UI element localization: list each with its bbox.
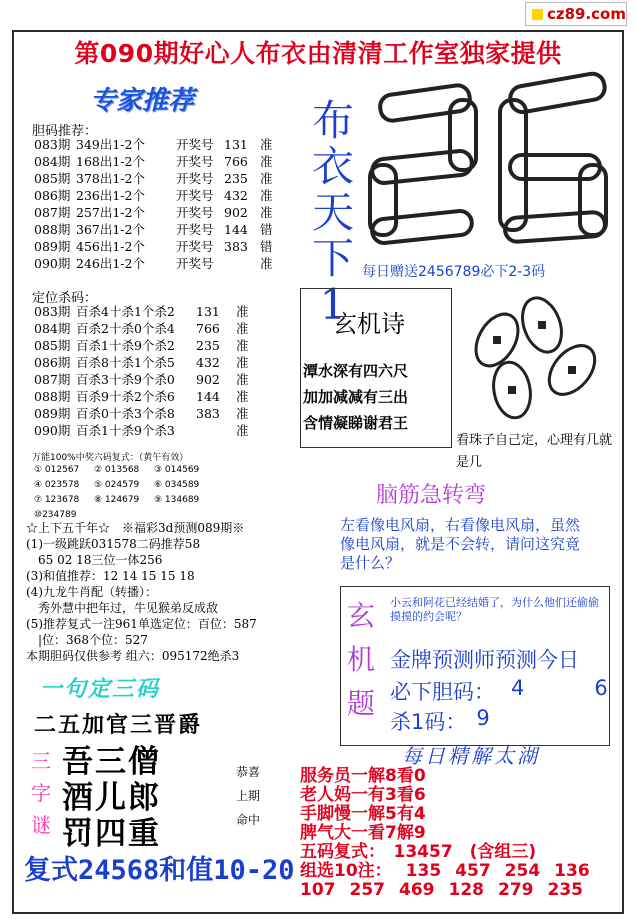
wan-item: ④ 023578 [34,480,80,490]
kill-issue: 086期 [34,355,71,370]
word-riddle-label-text: 三字谜 [31,749,51,837]
congrats-block [236,760,260,832]
wan-item: ③ 014569 [154,465,200,475]
word-riddle-line: 罚四重 [62,816,161,852]
dan-lbl: 开奖号 [176,222,214,237]
taihu-ten-item: 257 [349,880,385,900]
kill-res: 准 [236,338,249,353]
dan-row [34,170,280,187]
kill-table [34,303,272,439]
dan-pick: 236出1-2个 [76,188,145,203]
kill-row [34,371,272,388]
dan-res: 错 [260,222,273,237]
dan-row [34,187,280,204]
kill-predict-row [390,706,490,736]
predict-block [26,520,316,664]
predict-line: (3)和值推荐：12 14 15 15 18 [26,569,195,583]
dan-issue: 083期 [34,137,71,152]
fushi-line: 复式24568和值10-20 [24,855,295,886]
dan-issue: 085期 [34,171,71,186]
taihu-lines [300,767,426,843]
kill-pick: 百杀1十杀9个杀2 [76,338,175,353]
kill-res: 准 [236,355,249,370]
dan-issue: 089期 [34,239,71,254]
buyi-char: 下 [311,234,354,283]
kill-pick: 百杀4十杀1个杀2 [76,304,175,319]
dan-row [34,204,280,221]
coins-art [462,295,612,420]
dan-res: 准 [260,188,273,203]
predict-line: 本期胆码仅供参考 组六：095172绝杀3 [26,649,240,663]
wan-item: ⑥ 034589 [154,480,200,490]
dan-num: 432 [224,188,248,203]
kill-num [196,422,236,439]
dan-num: 131 [224,137,248,152]
wan-item: ⑦ 123678 [34,495,80,505]
wan-grid [34,465,226,520]
kill-issue: 088期 [34,389,71,404]
taihu-ten-item: 457 [455,861,491,881]
kill-num: 432 [196,355,220,370]
site-badge[interactable] [525,2,627,26]
kill-row [34,388,272,405]
poem-heading: 玄机诗 [333,310,405,338]
taihu-heading: 每日精解太湖 [402,744,540,768]
dan-issue: 084期 [34,154,71,169]
yellow-square-icon [532,9,543,20]
dan-pick: 456出1-2个 [76,239,145,254]
kill-pick: 百杀0十杀3个杀8 [76,406,175,421]
dan-num: 144 [224,222,248,237]
dan-pick: 378出1-2个 [76,171,145,186]
predict-line: 65 02 18三位一体256 [26,553,163,567]
dan-lbl: 开奖号 [176,171,214,186]
kill-res: 准 [236,321,249,336]
buyi-char: 衣 [311,142,354,191]
predict-line: 秀外慧中把年过，牛见猴弟反成敌 [26,601,219,615]
expert-heading: 专家推荐 [90,86,195,116]
poem-lines [303,358,408,436]
kill-row [34,354,272,371]
kill-num: 766 [196,321,220,336]
poem-line: 加加减减有三出 [303,388,409,406]
taihu-ten [300,862,610,900]
gold-heading: 金牌预测师预测今日 [390,648,579,672]
kill-pick: 百杀8十杀1个杀5 [76,355,175,370]
predict-line: (5)推荐复式一注961单选定位：百位：587 [26,617,257,631]
kill-issue: 089期 [34,406,71,421]
kill-pick: 百杀1十杀9个杀3 [76,423,175,438]
big-number-art [360,70,620,250]
daily-line: 每日赠送2456789必下2-3码 [362,264,546,280]
predict-lines [26,536,316,664]
kill-label: 定位杀码： [32,291,98,306]
dan-label: 胆码推荐： [32,124,98,139]
kill-pick: 百杀3十杀9个杀0 [76,372,175,387]
buyi-char: 天 [311,188,354,237]
dan-res: 准 [260,256,273,271]
dan-num: 235 [224,171,248,186]
taihu-ten-item: 128 [448,880,484,900]
kill-issue: 087期 [34,372,71,387]
kill-res: 准 [236,372,249,387]
dan-row [34,255,280,272]
dan-row [34,136,280,153]
xuanji-label-text: 玄机题 [346,599,375,720]
kill-res: 准 [236,423,249,438]
taihu-ten-item: 254 [504,861,541,881]
word-riddle-line: 酒儿郎 [62,780,161,816]
dan-row [34,221,280,238]
dan-pick: 367出1-2个 [76,222,145,237]
dan-pick: 168出1-2个 [76,154,145,169]
word-riddle-lines [62,744,161,852]
dan-lbl: 开奖号 [176,154,214,169]
dan-num: 902 [224,205,248,220]
wan-item: ① 012567 [34,465,80,475]
kill-pick: 百杀9十杀2个杀6 [76,389,175,404]
taihu-ten-item: 469 [399,880,435,900]
kill-issue: 083期 [34,304,71,319]
dan-pick: 349出1-2个 [76,137,145,152]
kill-num: 383 [196,406,220,421]
coins-icon [462,295,612,420]
congrats-line: 上期 [236,789,261,803]
coin-26-icon [360,70,620,250]
kill-num: 235 [196,338,220,353]
dan-lbl: 开奖号 [176,188,214,203]
kill-pick: 百杀2十杀0个杀4 [76,321,175,336]
dan-issue: 087期 [34,205,71,220]
taihu-line: 老人妈一有3看6 [300,785,426,805]
brain-heading: 脑筋急转弯 [376,483,487,508]
wan-item: ⑩234789 [34,510,77,520]
kill-res: 准 [236,304,249,319]
dan-lbl: 开奖号 [176,239,214,254]
congrats-line: 命中 [236,813,261,827]
kill-num: 131 [196,304,220,319]
taihu-five: 五码复式： 13457 (含组三) [300,842,537,862]
taihu-ten-item: 135 [405,861,442,881]
one-phrase-banner: 一句定三码 [40,677,161,702]
kill-res: 准 [236,406,249,421]
page-title: 第090期好心人布衣由清清工作室独家提供 [74,39,562,68]
buyi-char: 布 [311,96,354,145]
wan-item: ⑤ 024579 [94,480,140,490]
brain-text: 左看像电风扇，右看像电风扇，虽然像电风扇，就是不会转，请问这究竟是什么？ [340,516,581,572]
dan-lbl: 开奖号 [176,137,214,152]
dan-num: 766 [224,154,248,169]
dan-res: 准 [260,205,273,220]
xuanji-label [346,594,380,726]
dan-num: 383 [224,239,248,254]
kill-res: 准 [236,389,249,404]
site-name: cz89.com [546,5,626,23]
dan-lbl: 开奖号 [176,205,214,220]
poem-line: 含情凝睇谢君王 [303,414,409,432]
dan-row [34,153,280,170]
kill-issue: 084期 [34,321,71,336]
taihu-ten-item: 107 [300,880,336,900]
dan-issue: 088期 [34,222,71,237]
kill-predict-label: 杀1码： [390,710,467,734]
kill-predict-value: 9 [476,706,490,730]
dan-res: 准 [260,137,273,152]
dan-num [224,255,260,272]
dan-res: 准 [260,171,273,186]
word-riddle-label [30,745,56,841]
kill-row [34,303,272,320]
taihu-ten-label: 组选10注： [300,861,392,881]
dan-pick: 246出1-2个 [76,256,145,271]
kill-issue: 090期 [34,423,71,438]
wan-label: 万能100%中奖六码复式：（黄午有效） [32,453,189,463]
dan-predict-2: 6 [594,676,608,700]
taihu-ten-item: 136 [554,861,590,881]
kill-row [34,405,272,422]
dan-predict-label: 必下胆码： [390,680,495,704]
kill-row [34,320,272,337]
taihu-ten-item: 279 [498,880,534,900]
dan-row [34,238,280,255]
predict-line: |位：368个位：527 [26,633,148,647]
wan-item: ⑧ 124679 [94,495,140,505]
taihu-line: 手脚慢一解5有4 [300,804,426,824]
poem-line: 潭水深有四六尺 [303,362,409,380]
wan-item: ⑨ 134689 [154,495,200,505]
taihu-ten-item: 235 [547,880,583,900]
dan-predict-1: 4 [511,676,525,700]
predict-line: (4)九龙牛肖配（转播）： [26,585,157,599]
wan-item: ② 013568 [94,465,140,475]
dan-issue: 090期 [34,256,71,271]
dan-res: 准 [260,154,273,169]
kill-row [34,422,272,439]
dan-lbl: 开奖号 [176,256,214,271]
one-phrase-answer: 二五加官三晋爵 [34,713,203,738]
taihu-line: 服务员一解8看0 [300,766,426,786]
predict-line: (1)一级跳跃031578二码推荐58 [26,537,201,551]
dan-res: 错 [260,239,273,254]
buyi-char: 1 [319,280,347,329]
dan-predict-row [390,676,608,706]
word-riddle-line: 吾三僧 [62,744,161,780]
kill-num: 902 [196,372,220,387]
dan-issue: 086期 [34,188,71,203]
xuanji-question: 小云和阿花已经结婚了，为什么他们还偷偷摸摸的约会呢？ [390,596,599,623]
kill-issue: 085期 [34,338,71,353]
kill-row [34,337,272,354]
taihu-line: 脾气大一看7解9 [300,823,426,843]
dan-table [34,136,280,272]
congrats-line: 恭喜 [236,765,261,779]
kill-num: 144 [196,389,220,404]
predict-head: ☆上下五千年☆ ※福彩3d预测089期※ [26,521,245,535]
dan-pick: 257出1-2个 [76,205,145,220]
poem-note: 看珠子自己定，心理有几就是几 [456,433,613,470]
